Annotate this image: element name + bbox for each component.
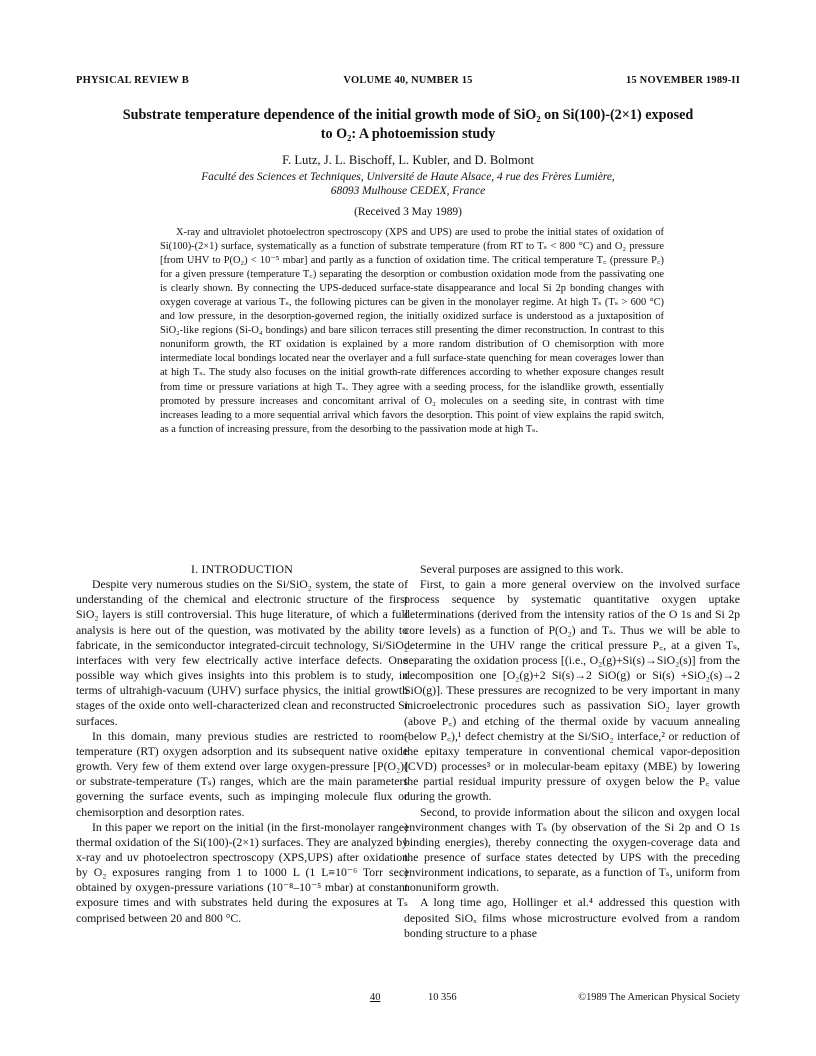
paragraph: A long time ago, Hollinger et al.⁴ addressed this question with deposited SiOₓ films whose microstructure evolved from a random bonding structure to a phase — [404, 895, 740, 940]
paper-title: Substrate temperature dependence of the initial growth mode of SiO₂ on Si(100)-(2×1) exposed to O₂: A photoemission study — [122, 107, 694, 142]
author-list: F. Lutz, J. L. Bischoff, L. Kubler, and D. Bolmont — [282, 153, 534, 167]
footer-volume: 40 — [370, 992, 381, 1003]
issue-date: 15 NOVEMBER 1989-II — [625, 75, 740, 86]
affiliation-line: Faculté des Sciences et Techniques, Université de Haute Alsace, 4 rue des Frères Lumière, — [201, 171, 615, 183]
paragraph: In this domain, many previous studies are restricted to room-temperature (RT) oxygen adsorption and its subsequent native oxide growth. Very few of them extend over large oxygen-pressure [P(O₂)] or substrate-temperature (Tₛ) ranges, which are the main parameters governing the surface events, such as impinging molecule flux or chemisorption and desorption rates. — [76, 728, 408, 819]
journal-name: PHYSICAL REVIEW B — [76, 75, 189, 86]
paragraph: Second, to provide information about the silicon and oxygen local environment changes with Tₛ (by observation of the Si 2p and O 1s binding energies), thereby connecting the oxygen-coverage data and the presence of surface states detected by UPS with the preceding environment indications, to separate, as a function of Tₛ, uniform from nonuniform growth. — [404, 804, 740, 895]
right-column — [404, 562, 740, 941]
footer-page-number: 10 356 — [428, 992, 457, 1003]
affiliation — [140, 170, 676, 198]
running-header — [76, 75, 740, 89]
abstract: X-ray and ultraviolet photoelectron spectroscopy (XPS and UPS) are used to probe the initial states of oxidation of Si(100)-(2×1) surface, systematically as a function of substrate temperature (from RT to Tₛ < 800 °C) and O₂ pressure [from UHV to P(O₂) < 10⁻⁵ mbar] and partly as a function of oxidation time. The critical temperature T꜀ (pressure P꜀) for a given pressure (temperature T꜀) separating the desorption or combustion oxidation mode from the passivating one is clearly shown. By connecting the UPS-deduced surface-state disappearance and local Si 2p bonding changes with oxygen coverage at various Tₛ, the following pictures can be given in the monolayer regime. At high Tₛ (Tₛ > 600 °C) and low pressure, in the desorption-governed region, the initially oxidized surface is understood as a juxtaposition of SiO₂-like regions (Si-O₄ bondings) and bare silicon terraces still presenting the dimer reconstruction. In contrast to this nonuniform growth, the RT oxidation is explained by a more random distribution of O chemisorption with more intermediate local bondings located near the overlayer and a full surface-state quenching for mean coverages lower than at high Tₛ. The study also focuses on the initial growth-rate differences according to whether exposure changes result from time or pressure variations at high Tₛ. They agree with a seeding process, for the islandlike growth, essentially promoted by pressure increases and concomitant arrival of O₂ molecules on a seeding site, in contrast with time increases leading to a more sequential arrival which favors the desorption. This point of view explains the rapid switch, as a function of increasing pressure, from the desorbing to the passivation mode at high Tₛ. — [160, 227, 664, 435]
paragraph: Several purposes are assigned to this work. — [420, 562, 624, 576]
left-column — [76, 562, 408, 926]
section-heading: I. INTRODUCTION — [191, 562, 293, 576]
volume-number: VOLUME 40, NUMBER 15 — [343, 75, 473, 86]
paragraph: In this paper we report on the initial (in the first-monolayer range) thermal oxidation of the Si(100)-(2×1) surfaces. They are analyzed by x-ray and uv photoelectron spectroscopy (XPS,UPS) after oxidation by O₂ exposures ranging from 1 to 1000 L (1 L≡10⁻⁶ Torr sec) obtained by oxygen-pressure variations (10⁻⁸–10⁻⁵ mbar) at constant exposure times and with substrates held during the exposures at Tₛ comprised between 20 and 800 °C. — [76, 819, 408, 925]
paragraph: First, to gain a more general overview on the involved surface process sequence by systematic quantitative oxygen uptake determinations (derived from the intensity ratios of the O 1s and Si 2p core levels) as a function of P(O₂) and Tₛ. Thus we will be able to determine in the UHV range the critical pressure P꜀, at a given Tₛ, separating the oxidation process [(i.e., O₂(g)+Si(s)→SiO₂(s)] from the decomposition one [O₂(g)+2 Si(s)→2 SiO(g) or Si(s) +SiO₂(s)→2 SiO(g)]. These pressures are recognized to be very important in many microelectronic procedures such as passivation SiO₂ layer growth (above P꜀) and etching of the thermal oxide by vacuum annealing (below P꜀),¹ defect chemistry at the Si/SiO₂ interface,² or reduction of the epitaxy temperature in conventional chemical vapor-deposition (CVD) processes³ or in molecular-beam epitaxy (MBE) by lowering the partial residual impurity pressure of oxygen below the P꜀ value during the growth. — [404, 577, 740, 804]
copyright-notice: ©1989 The American Physical Society — [578, 992, 740, 1003]
received-date: (Received 3 May 1989) — [354, 206, 462, 218]
paragraph: Despite very numerous studies on the Si/SiO₂ system, the state of understanding of the chemical and electronic structure of the first SiO₂ layers is still controversial. This huge literature, of which a full analysis is here out of the question, was motivated by the ability to fabricate, in the semiconductor integrated-circuit technology, Si/SiO₂ interfaces with very few electrically active interface defects. One possible way which gives insights into this problem is to study, in terms of ultrahigh-vacuum (UHV) surface physics, the initial growth stages of the oxide onto well-characterized clean and reconstructed Si surfaces. — [76, 577, 408, 728]
affiliation-line: 68093 Mulhouse CEDEX, France — [330, 185, 486, 197]
page-footer — [76, 992, 740, 1006]
